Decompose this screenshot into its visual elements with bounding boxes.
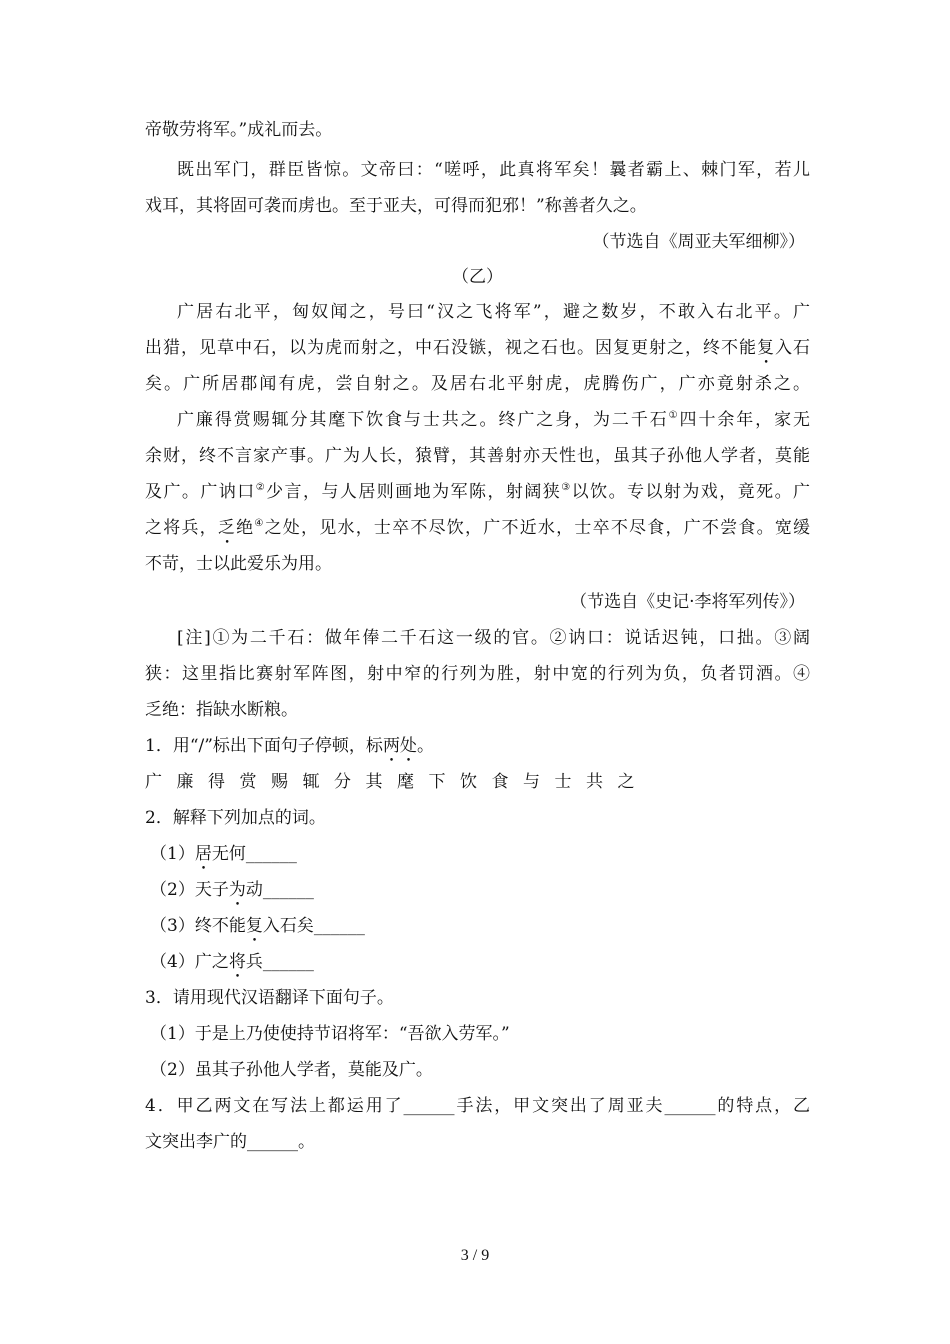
footnote-marker: ④: [254, 518, 265, 529]
question-3-stem: 3．请用现代汉语翻译下面句子。: [145, 988, 394, 1008]
answer-blank[interactable]: ______: [313, 916, 365, 936]
annotation-line: 狭：这里指比赛射军阵图，射中窄的行列为胜，射中宽的行列为负，负者罚酒。④: [145, 664, 810, 684]
answer-blank[interactable]: ______: [262, 952, 314, 972]
yi-paragraph-line: 不苛，士以此爱乐为用。: [145, 554, 332, 574]
section-heading-yi: （乙）: [452, 267, 503, 287]
emphasis-char: 复: [245, 916, 263, 936]
yi-source: （节选自《史记·李将军列传》）: [570, 592, 805, 612]
footnote-marker: ③: [561, 482, 572, 493]
question-2-item-4: （4）广之将兵______: [150, 952, 314, 972]
jia-source: （节选自《周亚夫军细柳》）: [592, 232, 805, 252]
question-2-item-1: （1）居无何______: [150, 844, 297, 864]
annotation-line: 乏绝：指缺水断粮。: [145, 700, 298, 720]
annotation-line: [注]①为二千石：做年俸二千石这一级的官。②讷口：说话迟钝，口拙。③阔: [177, 628, 810, 648]
yi-paragraph-line: 矣。广所居郡闻有虎，尝自射之。及居右北平射虎，虎腾伤广，广亦竟射杀之。: [145, 374, 810, 394]
yi-paragraph-line: 余财，终不言家产事。广为人长，猿臂，其善射亦天性也，虽其子孙他人学者，莫能: [145, 446, 810, 466]
yi-paragraph-line: 之将兵，乏绝④之处，见水，士卒不尽饮，广不近水，士卒不尽食，广不尝食。宽缓: [145, 518, 811, 538]
emphasis-char: 将: [228, 952, 246, 972]
emphasis-char: 为: [228, 880, 246, 900]
question-3-item-2: （2）虽其子孙他人学者，莫能及广。: [150, 1060, 433, 1080]
emphasis-char: 复: [757, 338, 775, 358]
page-number: 3 / 9: [460, 1247, 490, 1264]
question-2-item-2: （2）天子为动______: [150, 880, 314, 900]
question-1-sentence: 广廉得赏赐辄分其麾下饮食与士共之: [145, 772, 649, 792]
footnote-marker: ①: [668, 410, 680, 421]
answer-blank[interactable]: ______: [262, 880, 314, 900]
yi-paragraph-line: 出猎，见草中石，以为虎而射之，中石没镞，视之石也。因复更射之，终不能复入石: [145, 338, 810, 358]
emphasis-char: 两处: [382, 736, 417, 756]
question-4-line: 4．甲乙两文在写法上都运用了______手法，甲文突出了周亚夫______的特点，乙: [145, 1096, 810, 1116]
emphasis-char: 乏: [217, 518, 237, 538]
jia-paragraph-line: 既出军门，群臣皆惊。文帝曰：“嗟呼，此真将军矣！曩者霸上、棘门军，若儿: [177, 160, 810, 180]
jia-paragraph-line: 戏耳，其将固可袭而虏也。至于亚夫，可得而犯邪！”称善者久之。: [145, 196, 647, 216]
question-2-stem: 2．解释下列加点的词。: [145, 808, 326, 828]
question-2-item-3: （3）终不能复入石矣______: [150, 916, 365, 936]
yi-paragraph-line: 及广。广讷口②少言，与人居则画地为军陈，射阔狭③以饮。专以射为戏，竟死。广: [145, 482, 811, 502]
yi-paragraph-line: 广居右北平，匈奴闻之，号曰“汉之飞将军”，避之数岁，不敢入右北平。广: [177, 302, 810, 322]
question-1-stem: 1．用“/”标出下面句子停顿，标两处。: [145, 736, 434, 756]
answer-blank[interactable]: ______: [245, 844, 297, 864]
question-3-item-1: （1）于是上乃使使持节诏将军：“吾欲入劳军。”: [150, 1024, 510, 1044]
question-4-line: 文突出李广的______。: [145, 1132, 315, 1152]
footnote-marker: ②: [255, 482, 267, 493]
emphasis-char: 居: [194, 844, 212, 864]
jia-paragraph-end: 帝敬劳将军。”成礼而去。: [145, 120, 333, 140]
yi-paragraph-line: 广廉得赏赐辄分其麾下饮食与士共之。终广之身，为二千石①四十余年，家无: [177, 410, 811, 430]
